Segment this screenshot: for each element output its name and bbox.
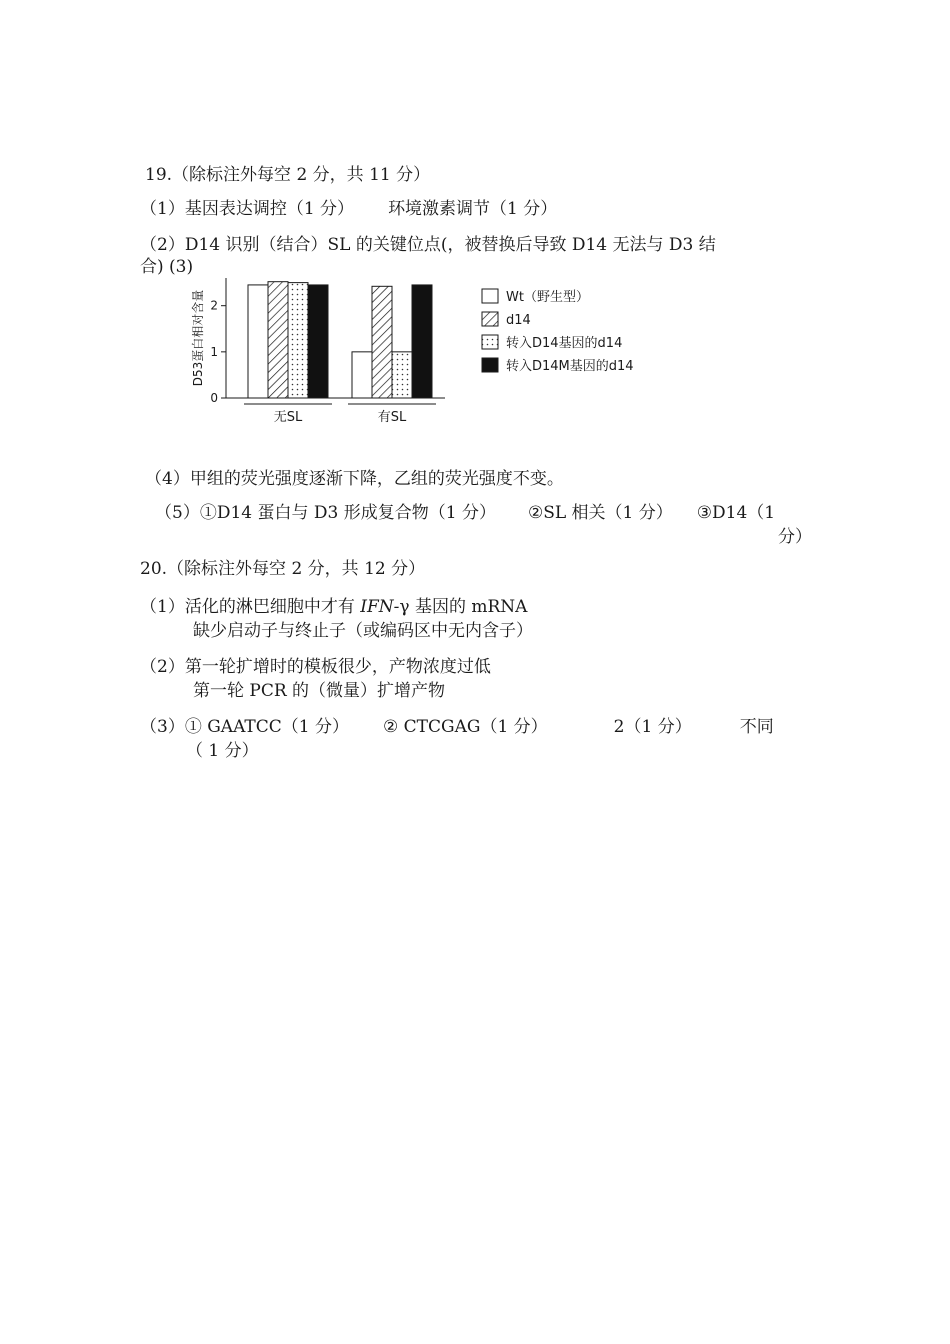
legend-swatch [482,312,498,326]
legend-label: d14 [506,313,531,328]
bar [352,352,372,398]
q20-part3 [140,716,774,738]
q20-part2-num: （2） [140,657,185,677]
chart-legend [482,289,634,374]
q19-part4: （4）甲组的荧光强度逐渐下降，乙组的荧光强度不变。 [145,469,564,489]
q20-part1 [140,596,527,618]
legend-label: 转入D14M基因的d14 [506,359,634,374]
y-tick-label: 2 [210,298,218,313]
plot-area [190,278,445,425]
q19-header: 19.（除标注外每空 2 分，共 11 分） [145,165,431,185]
bar [268,282,288,398]
q20-part3-answer-c: 2（1 分） [613,717,692,737]
legend-label: 转入D14基因的d14 [506,336,623,351]
bar [308,285,328,398]
bar [412,285,432,398]
bar [288,283,308,398]
y-tick-label: 1 [210,344,218,359]
q19-part1 [140,198,557,220]
q19-part5-num: （5） [155,503,200,523]
q20-part3-answer-d: 不同 [739,717,774,737]
y-axis-label: D53蛋白相对含量 [191,289,205,387]
q19-part1-answer-b: 环境激素调节（1 分） [388,199,558,219]
q20-part3-num: （3） [140,717,185,737]
q20-part1-answer-b: 缺少启动子与终止子（或编码区中无内含子） [193,621,533,641]
q20-part2-answer-a: 第一轮扩增时的模板很少，产物浓度过低 [184,657,491,677]
q19-part5-answer-c: ③D14（1 [696,503,776,523]
q20-part1-gene-name: IFN- [360,597,400,617]
q20-part2 [140,656,491,678]
x-category-label: 无SL [273,410,303,425]
q19-part1-answer-a: 基因表达调控（1 分） [184,199,355,219]
q20-part3-answer-b: ② CTCGAG（1 分） [383,717,548,737]
legend-label: Wt（野生型） [506,290,589,305]
bar-chart [190,272,680,432]
q19-part2-line2: 合) (3) [140,257,194,277]
q19-part5-answer-c2: 分） [778,527,812,547]
q20-header: 20.（除标注外每空 2 分，共 12 分） [140,559,426,579]
bar [392,352,412,398]
bar [248,285,268,398]
q20-part3-answer-e: （ 1 分） [186,741,259,761]
q20-part3-answer-a: ① GAATCC（1 分） [184,717,350,737]
legend-swatch [482,289,498,303]
q19-part5 [155,502,775,524]
q20-part2-answer-b: 第一轮 PCR 的（微量）扩增产物 [193,681,446,701]
q20-part1-num: （1） [140,597,185,617]
q19-part2-line1: （2）D14 识别（结合）SL 的关键位点(，被替换后导致 D14 无法与 D3 结 [140,235,716,255]
bar [372,286,392,398]
q20-part1-answer-a-pre: 活化的淋巴细胞中才有 [184,597,361,617]
legend-swatch [482,358,498,372]
y-tick-label: 0 [210,391,218,405]
q20-part1-answer-a-post: γ 基因的 mRNA [399,597,528,617]
q19-part5-answer-a: ①D14 蛋白与 D3 形成复合物（1 分） [199,503,496,523]
x-category-label: 有SL [377,410,407,425]
q19-part1-num: （1） [140,199,185,219]
legend-swatch [482,335,498,349]
q19-part5-answer-b: ②SL 相关（1 分） [527,503,673,523]
